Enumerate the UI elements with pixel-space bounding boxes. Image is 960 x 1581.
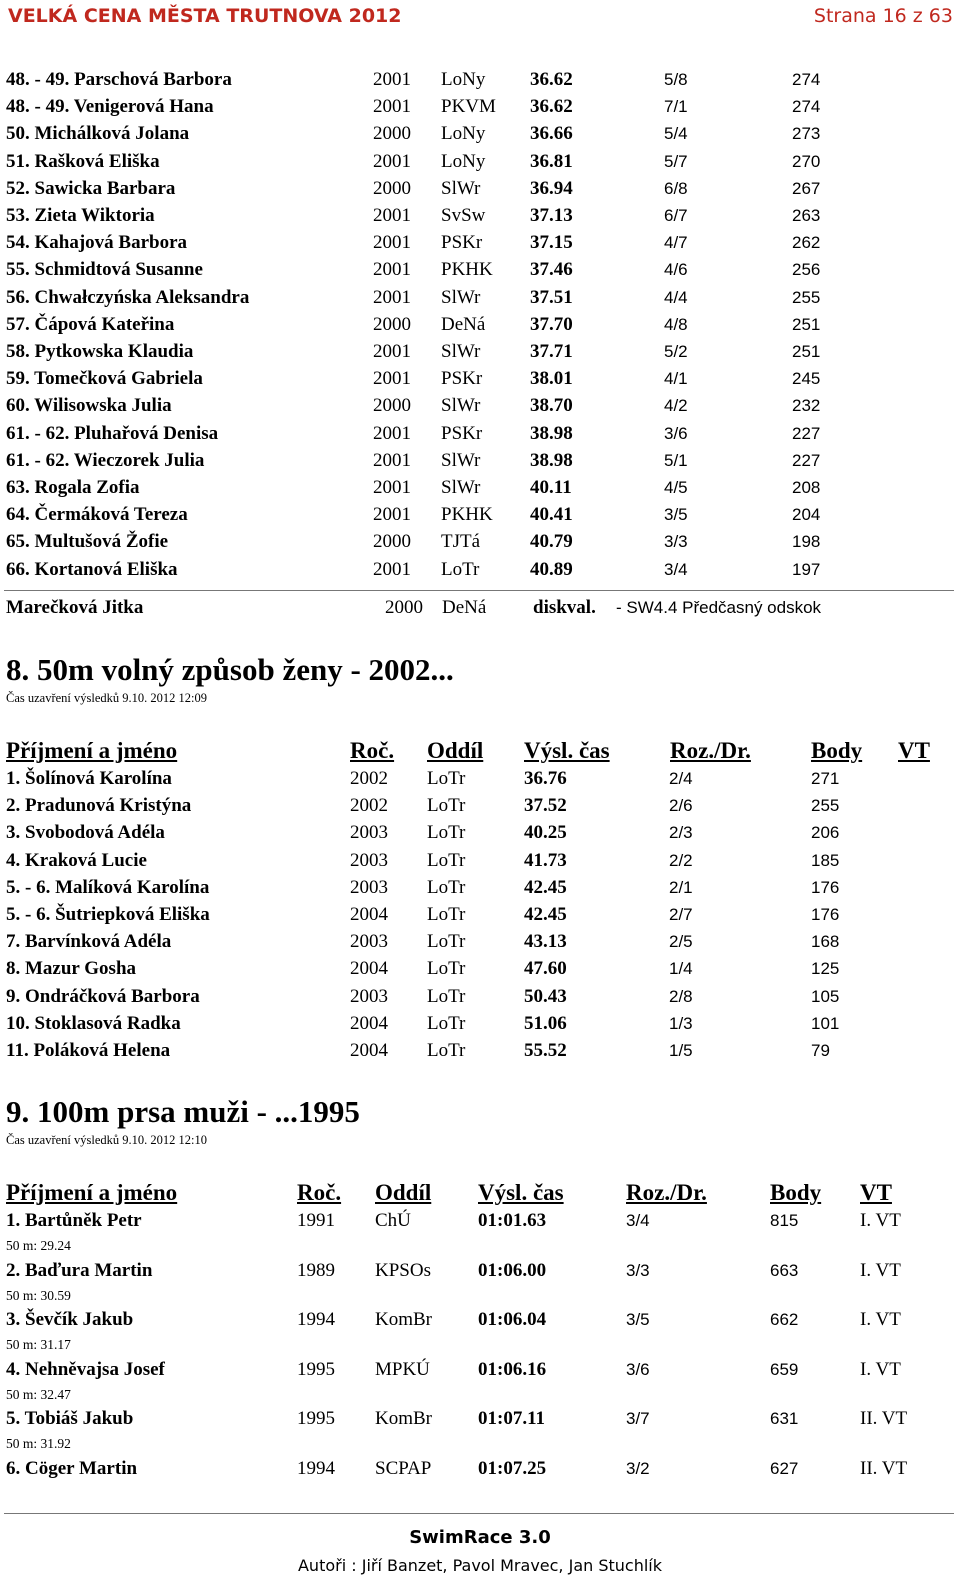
- performance-class: II. VT: [860, 1408, 908, 1430]
- points: 274: [792, 97, 821, 117]
- club: LoNy: [441, 150, 486, 172]
- athlete-name: 64. Čermáková Tereza: [6, 504, 188, 526]
- col-time: Výsl. čas: [478, 1180, 564, 1205]
- result-time: 40.25: [524, 822, 567, 844]
- col-heat: Roz./Dr.: [670, 738, 751, 763]
- table-row: [0, 287, 960, 314]
- athlete-name: 7. Barvínková Adéla: [6, 931, 172, 953]
- result-time: 55.52: [524, 1040, 567, 1061]
- points: 267: [792, 178, 821, 198]
- result-time: 37.52: [524, 795, 567, 817]
- club: SlWr: [441, 449, 481, 471]
- birth-year: 1994: [297, 1458, 335, 1479]
- event-title-9: 9. 100m prsa muži - ...1995: [6, 1094, 360, 1129]
- birth-year: 1995: [297, 1408, 335, 1430]
- points: 232: [792, 396, 821, 416]
- table-row: [0, 259, 960, 286]
- birth-year: 2001: [373, 205, 411, 226]
- club: ChÚ: [375, 1210, 411, 1231]
- heat-lane: 4/6: [664, 260, 688, 280]
- split-time: 50 m: 31.17: [6, 1337, 71, 1353]
- athlete-name: 5. Tobiáš Jakub: [6, 1408, 134, 1430]
- points: 263: [792, 206, 821, 225]
- birth-year: 2004: [350, 1040, 388, 1061]
- club: PKHK: [441, 259, 493, 281]
- athlete-name: 59. Tomečková Gabriela: [6, 368, 203, 390]
- result-time: 01:07.11: [478, 1408, 546, 1430]
- result-time: 42.45: [524, 876, 567, 898]
- col-points: Body: [811, 738, 863, 763]
- points: 662: [770, 1310, 799, 1330]
- table-row: [0, 986, 960, 1013]
- table-row: [0, 931, 960, 958]
- heat-lane: 5/7: [664, 151, 688, 171]
- table-row: [0, 1458, 960, 1485]
- event-closed-time-8: Čas uzavření výsledků 9.10. 2012 12:09: [6, 691, 208, 705]
- performance-class: I. VT: [860, 1309, 901, 1331]
- split-time: 50 m: 31.92: [6, 1436, 71, 1452]
- points: 255: [811, 796, 840, 816]
- club: PSKr: [441, 232, 483, 254]
- birth-year: 2001: [373, 558, 411, 580]
- points: 271: [811, 769, 840, 788]
- table-row: [0, 1359, 960, 1386]
- col-year: Roč.: [297, 1180, 342, 1205]
- athlete-name: 55. Schmidtová Susanne: [6, 259, 203, 281]
- heat-lane: 4/1: [664, 369, 688, 389]
- result-time: 37.15: [530, 232, 573, 254]
- heat-lane: 3/6: [664, 423, 688, 443]
- result-time: 40.89: [530, 558, 573, 580]
- table-row: [0, 314, 960, 341]
- points: 125: [811, 959, 840, 979]
- heat-lane: 3/7: [626, 1409, 650, 1429]
- points: 273: [792, 124, 821, 144]
- club: SlWr: [441, 286, 481, 308]
- athlete-name: 11. Poláková Helena: [6, 1040, 171, 1061]
- result-time: 38.70: [530, 395, 573, 417]
- result-time: 01:06.16: [478, 1358, 547, 1380]
- club: LoNy: [441, 69, 486, 90]
- heat-lane: 4/8: [664, 314, 688, 334]
- heat-lane: 4/4: [664, 287, 688, 307]
- result-time: 36.62: [530, 69, 573, 90]
- footer-app-name: SwimRace 3.0: [409, 1527, 551, 1548]
- athlete-name: 61. - 62. Pluhařová Denisa: [6, 422, 219, 444]
- result-time: 36.62: [530, 96, 573, 118]
- points: 255: [792, 287, 821, 307]
- club: LoTr: [427, 822, 466, 844]
- club: LoTr: [427, 958, 466, 980]
- col-time: Výsl. čas: [524, 738, 610, 763]
- birth-year: 2003: [350, 931, 388, 953]
- athlete-name: 3. Svobodová Adéla: [6, 822, 165, 844]
- result-time: 01:07.25: [478, 1458, 547, 1479]
- points: 251: [792, 342, 821, 361]
- athlete-name: 52. Sawicka Barbara: [6, 177, 176, 199]
- points: 631: [770, 1409, 799, 1429]
- heat-lane: 5/8: [664, 70, 688, 89]
- birth-year: 2001: [373, 449, 411, 471]
- birth-year: 2001: [373, 69, 411, 90]
- birth-year: 2000: [373, 123, 411, 145]
- club: MPKÚ: [375, 1358, 430, 1380]
- table-row: [0, 768, 960, 795]
- birth-year: 2003: [350, 876, 388, 898]
- athlete-name: 65. Multušová Žofie: [6, 531, 169, 553]
- athlete-name: 6. Cöger Martin: [6, 1458, 138, 1479]
- athlete-name: 54. Kahajová Barbora: [6, 232, 188, 254]
- table-row: [0, 178, 960, 205]
- heat-lane: 4/2: [664, 396, 688, 416]
- birth-year: 2001: [373, 232, 411, 254]
- heat-lane: 2/8: [669, 986, 693, 1006]
- birth-year: 2001: [373, 422, 411, 444]
- table-row: [0, 450, 960, 477]
- dq-reason: - SW4.4 Předčasný odskok: [616, 598, 822, 617]
- club: PKVM: [441, 96, 496, 118]
- result-time: 41.73: [524, 849, 567, 871]
- athlete-name: 2. Pradunová Kristýna: [6, 795, 192, 817]
- heat-lane: 4/7: [664, 233, 688, 253]
- athlete-name: 3. Ševčík Jakub: [6, 1309, 134, 1331]
- athlete-name: 8. Mazur Gosha: [6, 958, 137, 980]
- result-time: 37.70: [530, 313, 573, 335]
- heat-lane: 3/3: [626, 1260, 650, 1280]
- result-time: 40.11: [530, 477, 572, 498]
- result-time: 38.01: [530, 368, 573, 390]
- club: SlWr: [441, 477, 481, 498]
- points: 208: [792, 478, 821, 497]
- heat-lane: 2/1: [669, 877, 693, 897]
- club: SlWr: [441, 395, 481, 417]
- heat-lane: 3/2: [626, 1459, 650, 1478]
- birth-year: 2003: [350, 822, 388, 844]
- heat-lane: 3/3: [664, 532, 688, 552]
- result-time: 01:01.63: [478, 1210, 547, 1231]
- points: 245: [792, 369, 821, 389]
- birth-year: 1991: [297, 1210, 335, 1231]
- club: LoTr: [427, 795, 466, 817]
- birth-year: 2003: [350, 849, 388, 871]
- birth-year: 1994: [297, 1309, 335, 1331]
- club: LoNy: [441, 123, 486, 145]
- col-heat: Roz./Dr.: [626, 1180, 707, 1205]
- table-row: [0, 232, 960, 259]
- birth-year: 2001: [373, 259, 411, 281]
- table-row: [0, 1013, 960, 1040]
- birth-year: 2001: [373, 150, 411, 172]
- table-row: [0, 123, 960, 150]
- points: 198: [792, 532, 821, 552]
- result-time: 37.71: [530, 341, 573, 362]
- points: 185: [811, 850, 840, 870]
- table-row: [0, 96, 960, 123]
- athlete-name: 61. - 62. Wieczorek Julia: [6, 449, 205, 471]
- disqualified-row: [0, 597, 960, 624]
- performance-class: II. VT: [860, 1458, 908, 1479]
- heat-lane: 1/4: [669, 959, 693, 979]
- col-year: Roč.: [350, 738, 395, 763]
- points: 262: [792, 233, 821, 253]
- athlete-name: 60. Wilisowska Julia: [6, 395, 172, 417]
- athlete-name: 51. Rašková Eliška: [6, 150, 160, 172]
- birth-year: 2001: [373, 477, 411, 498]
- result-time: 36.94: [530, 177, 573, 199]
- club: PKHK: [441, 504, 493, 526]
- table-row: [0, 368, 960, 395]
- club: LoTr: [427, 985, 466, 1007]
- heat-lane: 1/5: [669, 1041, 693, 1060]
- table-row: [0, 151, 960, 178]
- table-row: [0, 559, 960, 586]
- birth-year: 2000: [373, 395, 411, 417]
- table-row: [0, 504, 960, 531]
- athlete-name: 48. - 49. Venigerová Hana: [6, 96, 214, 118]
- athlete-name: 10. Stoklasová Radka: [6, 1012, 181, 1034]
- heat-lane: 2/5: [669, 932, 693, 952]
- document-title: VELKÁ CENA MĚSTA TRUTNOVA 2012: [8, 5, 402, 27]
- birth-year: 2004: [350, 1012, 388, 1034]
- heat-lane: 1/3: [669, 1013, 693, 1033]
- table-row: [0, 1408, 960, 1435]
- club: PSKr: [441, 368, 483, 390]
- athlete-name: 5. - 6. Šutriepková Eliška: [6, 904, 210, 925]
- result-time: 01:06.04: [478, 1309, 547, 1331]
- result-time: 36.66: [530, 123, 573, 145]
- table-row: [0, 904, 960, 931]
- athlete-name: 1. Šolínová Karolína: [6, 768, 172, 789]
- heat-lane: 2/3: [669, 823, 693, 843]
- performance-class: I. VT: [860, 1259, 901, 1281]
- club: SlWr: [441, 177, 481, 199]
- birth-year: 2000: [373, 177, 411, 199]
- points: 227: [792, 450, 821, 470]
- club: KPSOs: [375, 1259, 431, 1281]
- heat-lane: 6/7: [664, 206, 688, 225]
- heat-lane: 2/2: [669, 850, 693, 870]
- heat-lane: 2/7: [669, 905, 693, 924]
- heat-lane: 5/4: [664, 124, 688, 144]
- heat-lane: 2/6: [669, 796, 693, 816]
- table-row: [0, 423, 960, 450]
- points: 227: [792, 423, 821, 443]
- divider: [4, 590, 954, 591]
- col-club: Oddíl: [427, 738, 484, 763]
- heat-lane: 3/4: [664, 559, 688, 579]
- club: LoTr: [441, 558, 480, 580]
- points: 270: [792, 151, 821, 171]
- table-row: [0, 1260, 960, 1287]
- dq-club: DeNá: [442, 597, 487, 618]
- dq-status: diskval.: [533, 597, 596, 618]
- club: LoTr: [427, 849, 466, 871]
- heat-lane: 7/1: [664, 97, 688, 117]
- result-time: 40.41: [530, 504, 573, 526]
- table-row: [0, 822, 960, 849]
- table-row: [0, 1210, 960, 1237]
- birth-year: 2001: [373, 96, 411, 118]
- points: 105: [811, 986, 840, 1006]
- athlete-name: 58. Pytkowska Klaudia: [6, 341, 194, 362]
- points: 79: [811, 1041, 830, 1060]
- points: 663: [770, 1260, 799, 1280]
- heat-lane: 3/5: [664, 505, 688, 525]
- points: 627: [770, 1459, 799, 1478]
- heat-lane: 5/1: [664, 450, 688, 470]
- birth-year: 2002: [350, 795, 388, 817]
- table-row: [0, 477, 960, 504]
- points: 815: [770, 1211, 799, 1230]
- table-row: [0, 877, 960, 904]
- athlete-name: 66. Kortanová Eliška: [6, 558, 178, 580]
- club: SvSw: [441, 205, 486, 226]
- points: 206: [811, 823, 840, 843]
- athlete-name: 2. Baďura Martin: [6, 1259, 153, 1281]
- birth-year: 1989: [297, 1259, 335, 1281]
- club: TJTá: [441, 531, 481, 553]
- result-time: 36.81: [530, 150, 573, 172]
- table-row: [0, 1040, 960, 1067]
- split-time: 50 m: 29.24: [6, 1238, 71, 1253]
- birth-year: 2003: [350, 985, 388, 1007]
- footer-authors: Autoři : Jiří Banzet, Pavol Mravec, Jan Stuchlík: [297, 1556, 663, 1575]
- points: 101: [811, 1013, 840, 1033]
- page-header: [0, 0, 960, 40]
- birth-year: 1995: [297, 1358, 335, 1380]
- result-time: 50.43: [524, 985, 567, 1007]
- club: LoTr: [427, 768, 466, 789]
- points: 659: [770, 1359, 799, 1379]
- points: 176: [811, 905, 840, 924]
- result-time: 36.76: [524, 768, 567, 789]
- col-name: Příjmení a jméno: [6, 738, 178, 763]
- event-title-8: 8. 50m volný způsob ženy - 2002...: [6, 652, 454, 687]
- heat-lane: 6/8: [664, 178, 688, 198]
- performance-class: I. VT: [860, 1358, 901, 1380]
- result-time: 37.46: [530, 259, 573, 281]
- table-row: [0, 531, 960, 558]
- athlete-name: 9. Ondráčková Barbora: [6, 985, 200, 1007]
- result-time: 40.79: [530, 531, 573, 553]
- table-row: [0, 958, 960, 985]
- table-row: [0, 850, 960, 877]
- result-time: 47.60: [524, 958, 567, 980]
- points: 274: [792, 70, 821, 89]
- birth-year: 2001: [373, 286, 411, 308]
- club: SlWr: [441, 341, 481, 362]
- athlete-name: 48. - 49. Parschová Barbora: [6, 69, 232, 90]
- birth-year: 2001: [373, 368, 411, 390]
- points: 197: [792, 559, 821, 579]
- page-number: Strana 16 z 63: [813, 5, 953, 27]
- club: LoTr: [427, 876, 466, 898]
- athlete-name: 53. Zieta Wiktoria: [6, 205, 155, 226]
- table-row: [0, 69, 960, 96]
- athlete-name: 57. Čápová Kateřina: [6, 313, 175, 335]
- col-vt: VT: [898, 738, 930, 763]
- split-time: 50 m: 30.59: [6, 1287, 71, 1303]
- col-points: Body: [770, 1180, 822, 1205]
- dq-year: 2000: [385, 597, 423, 618]
- athlete-name: 56. Chwałczyńska Aleksandra: [6, 286, 250, 308]
- result-time: 38.98: [530, 422, 573, 444]
- result-time: 01:06.00: [478, 1259, 547, 1281]
- birth-year: 2002: [350, 768, 388, 789]
- athlete-name: 5. - 6. Malíková Karolína: [6, 876, 210, 898]
- birth-year: 2001: [373, 504, 411, 526]
- performance-class: I. VT: [860, 1210, 901, 1231]
- points: 176: [811, 877, 840, 897]
- event-closed-time-9: Čas uzavření výsledků 9.10. 2012 12:10: [6, 1133, 208, 1147]
- col-vt: VT: [860, 1180, 892, 1205]
- club: SCPAP: [375, 1458, 432, 1479]
- dq-name: Marečková Jitka: [6, 597, 144, 618]
- birth-year: 2004: [350, 958, 388, 980]
- athlete-name: 50. Michálková Jolana: [6, 123, 190, 145]
- athlete-name: 4. Kraková Lucie: [6, 849, 147, 871]
- result-time: 51.06: [524, 1012, 567, 1034]
- points: 251: [792, 314, 821, 334]
- col-name: Příjmení a jméno: [6, 1180, 178, 1205]
- heat-lane: 4/5: [664, 478, 688, 497]
- club: KomBr: [375, 1408, 432, 1430]
- result-time: 37.13: [530, 205, 573, 226]
- birth-year: 2004: [350, 904, 388, 925]
- table-row: [0, 395, 960, 422]
- col-club: Oddíl: [375, 1180, 432, 1205]
- table-row: [0, 341, 960, 368]
- athlete-name: 63. Rogala Zofia: [6, 477, 140, 498]
- club: DeNá: [441, 313, 486, 335]
- table-row: [0, 205, 960, 232]
- club: LoTr: [427, 904, 466, 925]
- heat-lane: 5/2: [664, 342, 688, 361]
- athlete-name: 1. Bartůněk Petr: [6, 1210, 142, 1231]
- result-time: 42.45: [524, 904, 567, 925]
- club: KomBr: [375, 1309, 432, 1331]
- table-row: [0, 1309, 960, 1336]
- birth-year: 2001: [373, 341, 411, 362]
- club: PSKr: [441, 422, 483, 444]
- points: 256: [792, 260, 821, 280]
- footer-divider: [4, 1513, 954, 1514]
- result-time: 43.13: [524, 931, 567, 953]
- result-time: 37.51: [530, 286, 573, 308]
- club: LoTr: [427, 1040, 466, 1061]
- heat-lane: 3/4: [626, 1211, 650, 1230]
- points: 204: [792, 505, 821, 525]
- birth-year: 2000: [373, 531, 411, 553]
- table-row: [0, 795, 960, 822]
- club: LoTr: [427, 1012, 466, 1034]
- split-time: 50 m: 32.47: [6, 1386, 71, 1402]
- birth-year: 2000: [373, 313, 411, 335]
- result-time: 38.98: [530, 449, 573, 471]
- heat-lane: 3/5: [626, 1310, 650, 1330]
- athlete-name: 4. Nehněvajsa Josef: [6, 1358, 165, 1380]
- club: LoTr: [427, 931, 466, 953]
- points: 168: [811, 932, 840, 952]
- heat-lane: 3/6: [626, 1359, 650, 1379]
- heat-lane: 2/4: [669, 769, 693, 788]
